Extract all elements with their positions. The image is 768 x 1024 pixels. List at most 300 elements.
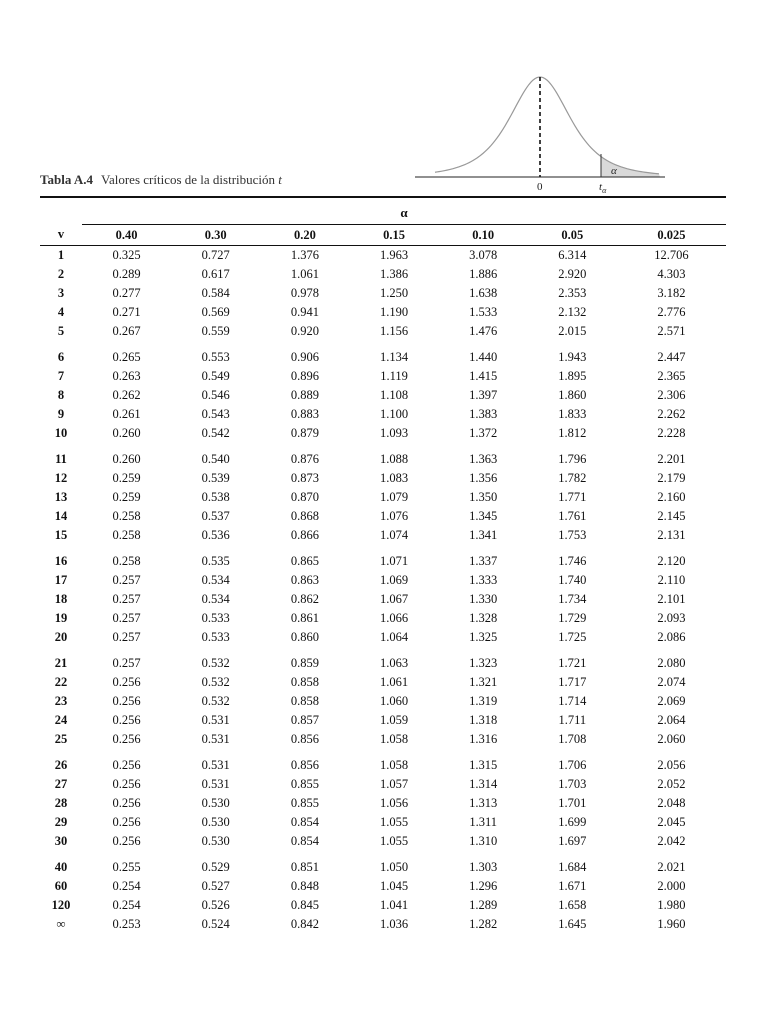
critical-value-cell: 0.258	[112, 528, 141, 542]
critical-value-cell: 1.708	[558, 732, 587, 746]
critical-value-cell: 1.059	[379, 713, 409, 727]
critical-value-cell: 1.753	[558, 528, 587, 542]
critical-value-cell: 0.845	[290, 898, 319, 912]
critical-value-cell: 0.896	[290, 369, 319, 383]
table-row	[40, 545, 726, 571]
critical-value-cell: 0.861	[290, 611, 319, 625]
critical-value-cell: 1.963	[379, 248, 409, 262]
critical-value-cell: 0.530	[201, 796, 230, 810]
critical-value-cell: 0.534	[201, 573, 230, 587]
degrees-of-freedom-cell: 16	[54, 554, 68, 568]
critical-value-cell: 0.978	[290, 286, 319, 300]
critical-value-cell: 1.058	[379, 732, 409, 746]
critical-value-cell: 1.376	[290, 248, 319, 262]
critical-value-cell: 1.717	[558, 675, 587, 689]
critical-value-cell: 1.684	[558, 860, 587, 874]
critical-value-cell: 0.727	[201, 248, 230, 262]
column-header: 0.40	[82, 225, 171, 246]
critical-value-cell: 1.699	[558, 815, 587, 829]
critical-value-cell: 12.706	[654, 248, 689, 262]
critical-value-cell: 1.658	[558, 898, 587, 912]
critical-value-cell: 0.533	[201, 630, 230, 644]
critical-value-cell: 1.319	[469, 694, 498, 708]
critical-value-cell: 1.061	[290, 267, 319, 281]
table-row	[40, 488, 726, 507]
degrees-of-freedom-cell: 24	[54, 713, 68, 727]
critical-value-cell: 0.859	[290, 656, 319, 670]
degrees-of-freedom-cell: 21	[54, 656, 68, 670]
critical-value-cell: 0.569	[201, 305, 230, 319]
table-row	[40, 571, 726, 590]
critical-value-cell: 2.101	[657, 592, 686, 606]
critical-value-cell: 0.535	[201, 554, 230, 568]
critical-value-cell: 1.318	[469, 713, 498, 727]
critical-value-cell: 2.045	[657, 815, 686, 829]
critical-value-cell: 0.851	[290, 860, 319, 874]
critical-value-cell: 0.258	[112, 509, 141, 523]
table-row	[40, 386, 726, 405]
critical-value-cell: 0.531	[201, 758, 230, 772]
degrees-of-freedom-cell: 17	[54, 573, 68, 587]
critical-value-cell: 1.701	[558, 796, 587, 810]
table-row	[40, 673, 726, 692]
critical-value-cell: 1.330	[469, 592, 498, 606]
critical-value-cell: 1.055	[379, 815, 409, 829]
critical-value-cell: 0.530	[201, 834, 230, 848]
critical-value-cell: 1.337	[469, 554, 498, 568]
critical-value-cell: 0.256	[112, 834, 141, 848]
critical-value-cell: 2.080	[657, 656, 686, 670]
table-row	[40, 265, 726, 284]
critical-value-cell: 0.255	[112, 860, 141, 874]
critical-value-cell: 0.584	[201, 286, 230, 300]
table-row	[40, 749, 726, 775]
critical-value-cell: 1.943	[558, 350, 587, 364]
critical-value-cell: 0.848	[290, 879, 319, 893]
critical-value-cell: 1.079	[379, 490, 409, 504]
critical-value-cell: 0.857	[290, 713, 319, 727]
critical-value-cell: 1.064	[379, 630, 409, 644]
critical-value-cell: 0.253	[112, 917, 141, 931]
critical-value-cell: 1.063	[379, 656, 409, 670]
degrees-of-freedom-cell: 120	[51, 898, 71, 912]
critical-value-cell: 1.771	[558, 490, 587, 504]
table-row	[40, 794, 726, 813]
critical-value-cell: 2.179	[657, 471, 686, 485]
critical-value-cell: 0.260	[112, 452, 141, 466]
critical-value-cell: 0.256	[112, 732, 141, 746]
zero-tick-label: 0	[537, 181, 543, 193]
critical-value-cell: 0.531	[201, 713, 230, 727]
critical-value-cell: 0.265	[112, 350, 141, 364]
critical-value-cell: 2.110	[657, 573, 686, 587]
critical-value-cell: 1.296	[469, 879, 498, 893]
critical-value-cell: 0.559	[201, 324, 230, 338]
critical-value-cell: 1.066	[379, 611, 409, 625]
critical-value-cell: 1.397	[469, 388, 498, 402]
critical-value-cell: 0.920	[290, 324, 319, 338]
critical-value-cell: 1.782	[558, 471, 587, 485]
table-row	[40, 647, 726, 673]
critical-value-cell: 2.571	[657, 324, 686, 338]
critical-value-cell: 0.860	[290, 630, 319, 644]
critical-value-cell: 0.524	[201, 917, 230, 931]
critical-value-cell: 0.256	[112, 675, 141, 689]
critical-value-cell: 0.543	[201, 407, 230, 421]
degrees-of-freedom-cell: 28	[54, 796, 68, 810]
table-row	[40, 341, 726, 367]
critical-value-cell: 1.356	[469, 471, 498, 485]
critical-value-cell: 2.021	[657, 860, 686, 874]
critical-value-cell: 1.316	[469, 732, 498, 746]
column-header-row	[40, 225, 726, 246]
critical-value-cell: 1.093	[379, 426, 409, 440]
critical-value-cell: 1.440	[469, 350, 498, 364]
critical-value-cell: 0.532	[201, 694, 230, 708]
critical-value-cell: 2.201	[657, 452, 686, 466]
critical-value-cell: 0.879	[290, 426, 319, 440]
critical-value-cell: 1.671	[558, 879, 587, 893]
critical-value-cell: 1.041	[379, 898, 409, 912]
critical-value-cell: 0.854	[290, 834, 319, 848]
critical-value-cell: 0.862	[290, 592, 319, 606]
critical-value-cell: 0.254	[112, 898, 141, 912]
column-header: 0.025	[617, 225, 726, 246]
critical-value-cell: 1.100	[379, 407, 409, 421]
critical-value-cell: 3.182	[657, 286, 686, 300]
critical-value-cell: 2.052	[657, 777, 686, 791]
table-row	[40, 507, 726, 526]
critical-value-cell: 2.306	[657, 388, 686, 402]
critical-value-cell: 1.363	[469, 452, 498, 466]
critical-value-cell: 0.531	[201, 732, 230, 746]
alpha-area-label: α	[611, 165, 617, 177]
degrees-of-freedom-cell: 19	[54, 611, 68, 625]
critical-value-cell: 1.333	[469, 573, 498, 587]
critical-value-cell: 0.256	[112, 758, 141, 772]
critical-value-cell: 1.383	[469, 407, 498, 421]
degrees-of-freedom-cell: 6	[57, 350, 65, 364]
critical-value-cell: 1.067	[379, 592, 409, 606]
critical-value-cell: 0.856	[290, 758, 319, 772]
table-row	[40, 284, 726, 303]
degrees-of-freedom-cell: 18	[54, 592, 68, 606]
degrees-of-freedom-cell: 20	[54, 630, 68, 644]
critical-value-cell: 2.093	[657, 611, 686, 625]
alpha-tail-region	[601, 157, 660, 177]
critical-value-cell: 1.706	[558, 758, 587, 772]
critical-value-cell: 0.549	[201, 369, 230, 383]
critical-value-cell: 2.074	[657, 675, 686, 689]
critical-value-cell: 0.257	[112, 592, 141, 606]
critical-value-cell: 1.325	[469, 630, 498, 644]
critical-value-cell: 2.447	[657, 350, 686, 364]
critical-value-cell: 1.960	[657, 917, 686, 931]
critical-value-cell: 1.311	[469, 815, 498, 829]
critical-value-cell: 1.328	[469, 611, 498, 625]
critical-value-cell: 1.725	[558, 630, 587, 644]
table-row	[40, 915, 726, 934]
critical-value-cell: 1.058	[379, 758, 409, 772]
table-row	[40, 526, 726, 545]
table-row	[40, 303, 726, 322]
table-caption	[40, 172, 282, 188]
critical-value-cell: 1.697	[558, 834, 587, 848]
critical-value-cell: 2.131	[657, 528, 686, 542]
column-header: 0.30	[171, 225, 260, 246]
critical-value-cell: 0.856	[290, 732, 319, 746]
critical-value-cell: 2.228	[657, 426, 686, 440]
critical-value-cell: 0.277	[112, 286, 141, 300]
degrees-of-freedom-cell: 11	[55, 452, 67, 466]
table-row	[40, 832, 726, 851]
table-row	[40, 405, 726, 424]
critical-value-cell: 1.350	[469, 490, 498, 504]
degrees-of-freedom-cell: 22	[54, 675, 68, 689]
critical-value-cell: 1.071	[379, 554, 409, 568]
critical-value-cell: 1.895	[558, 369, 587, 383]
table-row	[40, 896, 726, 915]
critical-value-cell: 1.036	[379, 917, 409, 931]
critical-value-cell: 0.876	[290, 452, 319, 466]
table-row	[40, 692, 726, 711]
caption-label: Tabla A.4	[40, 172, 93, 187]
critical-value-cell: 0.534	[201, 592, 230, 606]
critical-value-cell: 2.060	[657, 732, 686, 746]
critical-value-cell: 2.086	[657, 630, 686, 644]
critical-value-cell: 0.883	[290, 407, 319, 421]
critical-value-cell: 1.734	[558, 592, 587, 606]
critical-value-cell: 0.870	[290, 490, 319, 504]
critical-value-cell: 0.257	[112, 630, 141, 644]
critical-value-cell: 0.538	[201, 490, 230, 504]
critical-value-cell: 1.386	[379, 267, 409, 281]
degrees-of-freedom-cell: 3	[57, 286, 65, 300]
degrees-of-freedom-cell: 40	[54, 860, 68, 874]
critical-value-cell: 2.920	[558, 267, 587, 281]
critical-value-cell: 0.271	[112, 305, 141, 319]
critical-value-cell: 0.256	[112, 694, 141, 708]
critical-value-cell: 3.078	[469, 248, 498, 262]
critical-value-cell: 1.746	[558, 554, 587, 568]
critical-value-cell: 1.345	[469, 509, 498, 523]
nu-header: v	[40, 225, 82, 246]
table-row	[40, 469, 726, 488]
critical-value-cell: 2.000	[657, 879, 686, 893]
critical-value-cell: 1.886	[469, 267, 498, 281]
degrees-of-freedom-cell: 7	[57, 369, 65, 383]
degrees-of-freedom-cell: 30	[54, 834, 68, 848]
critical-value-cell: 1.645	[558, 917, 587, 931]
table-row	[40, 628, 726, 647]
critical-value-cell: 1.056	[379, 796, 409, 810]
critical-value-cell: 2.048	[657, 796, 686, 810]
degrees-of-freedom-cell: 5	[57, 324, 65, 338]
critical-value-cell: 0.855	[290, 777, 319, 791]
critical-value-cell: 0.873	[290, 471, 319, 485]
critical-value-cell: 0.267	[112, 324, 141, 338]
critical-value-cell: 0.858	[290, 675, 319, 689]
critical-value-cell: 1.372	[469, 426, 498, 440]
critical-value-cell: 1.341	[469, 528, 498, 542]
density-curve	[435, 77, 659, 174]
table-row	[40, 813, 726, 832]
critical-value-cell: 1.060	[379, 694, 409, 708]
critical-value-cell: 2.365	[657, 369, 686, 383]
critical-value-cell: 2.064	[657, 713, 686, 727]
critical-value-cell: 1.250	[379, 286, 409, 300]
critical-value-cell: 1.321	[469, 675, 498, 689]
critical-value-cell: 1.055	[379, 834, 409, 848]
critical-value-cell: 1.761	[558, 509, 587, 523]
critical-value-cell: 1.323	[469, 656, 498, 670]
critical-value-cell: 1.069	[379, 573, 409, 587]
critical-value-cell: 2.145	[657, 509, 686, 523]
degrees-of-freedom-cell: 26	[54, 758, 68, 772]
critical-value-cell: 0.865	[290, 554, 319, 568]
critical-value-cell: 2.160	[657, 490, 686, 504]
degrees-of-freedom-cell: 10	[54, 426, 68, 440]
critical-value-cell: 0.261	[112, 407, 141, 421]
t-distribution-figure	[415, 62, 675, 194]
critical-value-cell: 0.531	[201, 777, 230, 791]
critical-value-cell: 0.842	[290, 917, 319, 931]
critical-value-cell: 1.134	[379, 350, 409, 364]
critical-values-table-wrapper	[40, 196, 726, 934]
column-header: 0.15	[349, 225, 438, 246]
critical-value-cell: 0.325	[112, 248, 141, 262]
critical-value-cell: 0.256	[112, 815, 141, 829]
critical-value-cell: 1.314	[469, 777, 498, 791]
degrees-of-freedom-cell: 15	[54, 528, 68, 542]
critical-value-cell: 0.868	[290, 509, 319, 523]
critical-value-cell: 0.526	[201, 898, 230, 912]
column-header: 0.20	[260, 225, 349, 246]
critical-value-cell: 1.310	[469, 834, 498, 848]
caption-variable: t	[278, 172, 282, 187]
critical-value-cell: 0.906	[290, 350, 319, 364]
critical-value-cell: 0.259	[112, 490, 141, 504]
critical-value-cell: 1.729	[558, 611, 587, 625]
critical-value-cell: 1.315	[469, 758, 498, 772]
degrees-of-freedom-cell: 13	[54, 490, 68, 504]
critical-value-cell: 1.289	[469, 898, 498, 912]
critical-value-cell: 0.941	[290, 305, 319, 319]
degrees-of-freedom-cell: 14	[54, 509, 68, 523]
critical-value-cell: 0.257	[112, 656, 141, 670]
critical-value-cell: 4.303	[657, 267, 686, 281]
critical-value-cell: 0.540	[201, 452, 230, 466]
critical-value-cell: 0.539	[201, 471, 230, 485]
critical-value-cell: 0.262	[112, 388, 141, 402]
critical-value-cell: 0.260	[112, 426, 141, 440]
degrees-of-freedom-cell: ∞	[56, 917, 66, 931]
critical-value-cell: 1.740	[558, 573, 587, 587]
caption-text: Valores críticos de la distribución	[101, 172, 276, 187]
critical-value-cell: 1.057	[379, 777, 409, 791]
critical-value-cell: 0.855	[290, 796, 319, 810]
critical-value-cell: 2.353	[558, 286, 587, 300]
critical-value-cell: 1.074	[379, 528, 409, 542]
critical-value-cell: 1.050	[379, 860, 409, 874]
critical-values-table	[40, 196, 726, 934]
critical-value-cell: 2.132	[558, 305, 587, 319]
critical-value-cell: 2.069	[657, 694, 686, 708]
critical-value-cell: 2.776	[657, 305, 686, 319]
alpha-header-row	[40, 202, 726, 225]
critical-value-cell: 1.703	[558, 777, 587, 791]
critical-value-cell: 0.866	[290, 528, 319, 542]
critical-value-cell: 0.532	[201, 675, 230, 689]
critical-value-cell: 0.617	[201, 267, 230, 281]
critical-value-cell: 1.533	[469, 305, 498, 319]
table-row	[40, 590, 726, 609]
critical-value-cell: 0.532	[201, 656, 230, 670]
t-alpha-tick-label: $t_\alpha$	[599, 181, 607, 194]
critical-value-cell: 1.796	[558, 452, 587, 466]
alpha-header: α	[82, 202, 726, 225]
table-row	[40, 424, 726, 443]
critical-value-cell: 2.262	[657, 407, 686, 421]
critical-value-cell: 1.476	[469, 324, 498, 338]
critical-value-cell: 1.721	[558, 656, 587, 670]
critical-value-cell: 1.156	[379, 324, 409, 338]
table-row	[40, 322, 726, 341]
column-header: 0.05	[528, 225, 617, 246]
critical-value-cell: 1.860	[558, 388, 587, 402]
critical-value-cell: 0.529	[201, 860, 230, 874]
critical-value-cell: 1.190	[379, 305, 409, 319]
critical-value-cell: 0.527	[201, 879, 230, 893]
critical-value-cell: 0.854	[290, 815, 319, 829]
degrees-of-freedom-cell: 9	[57, 407, 65, 421]
degrees-of-freedom-cell: 23	[54, 694, 68, 708]
critical-value-cell: 0.536	[201, 528, 230, 542]
critical-value-cell: 2.120	[657, 554, 686, 568]
column-header: 0.10	[439, 225, 528, 246]
critical-value-cell: 0.259	[112, 471, 141, 485]
critical-value-cell: 1.061	[379, 675, 409, 689]
critical-value-cell: 1.076	[379, 509, 409, 523]
critical-value-cell: 1.282	[469, 917, 498, 931]
table-row	[40, 367, 726, 386]
critical-value-cell: 1.108	[379, 388, 409, 402]
critical-value-cell: 1.119	[380, 369, 408, 383]
critical-value-cell: 0.257	[112, 611, 141, 625]
critical-value-cell: 2.056	[657, 758, 686, 772]
critical-value-cell: 0.858	[290, 694, 319, 708]
degrees-of-freedom-cell: 8	[57, 388, 65, 402]
critical-value-cell: 1.638	[469, 286, 498, 300]
t-distribution-curve-diagram	[415, 62, 675, 194]
critical-value-cell: 2.042	[657, 834, 686, 848]
table-row	[40, 775, 726, 794]
table-row	[40, 851, 726, 877]
critical-value-cell: 0.542	[201, 426, 230, 440]
critical-value-cell: 0.256	[112, 777, 141, 791]
critical-value-cell: 2.015	[558, 324, 587, 338]
critical-value-cell: 1.045	[379, 879, 409, 893]
table-row	[40, 730, 726, 749]
critical-value-cell: 1.088	[379, 452, 409, 466]
degrees-of-freedom-cell: 2	[57, 267, 65, 281]
degrees-of-freedom-cell: 60	[54, 879, 68, 893]
critical-value-cell: 0.258	[112, 554, 141, 568]
critical-value-cell: 1.313	[469, 796, 498, 810]
degrees-of-freedom-cell: 25	[54, 732, 68, 746]
table-row	[40, 711, 726, 730]
table-row	[40, 246, 726, 266]
